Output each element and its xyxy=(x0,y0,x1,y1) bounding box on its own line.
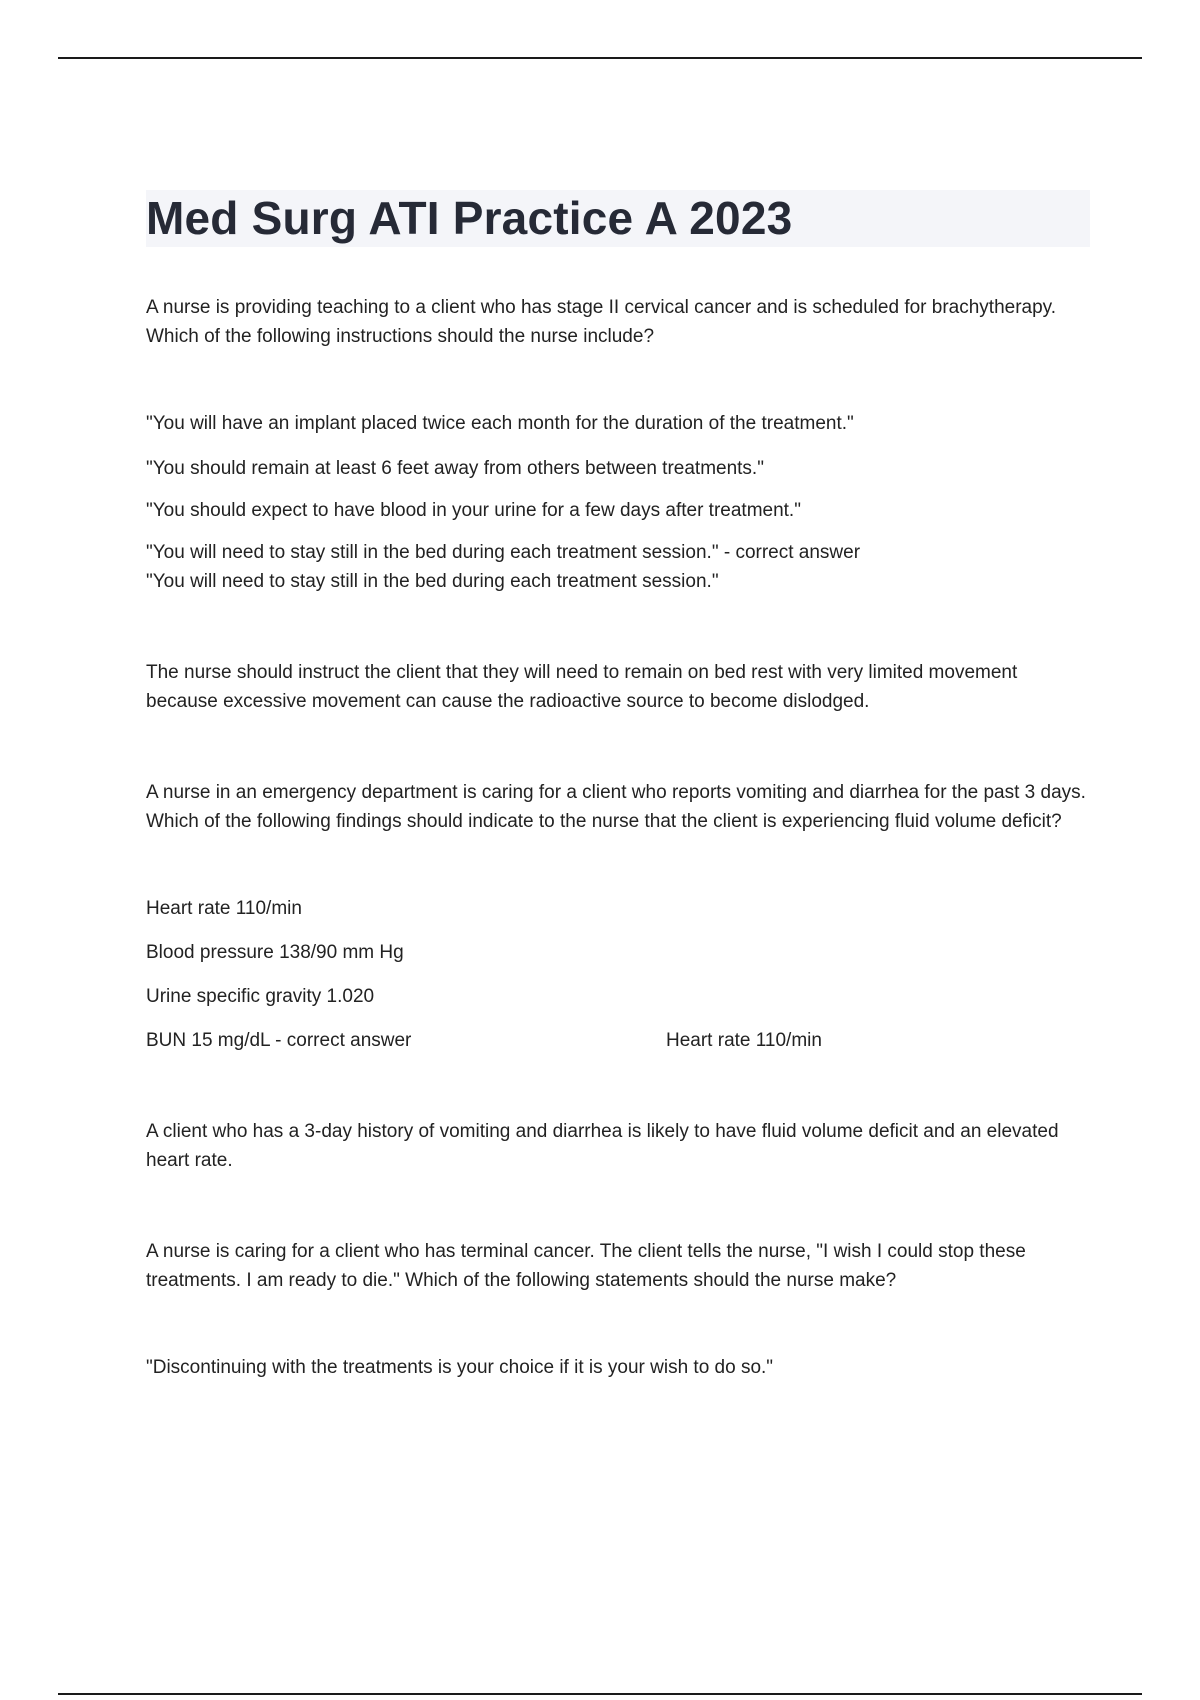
question-1-text: A nurse is providing teaching to a client who has stage II cervical cancer and is scheduled for brachytherapy. Which of the following instructions should the nurse include? xyxy=(146,297,1057,347)
question-2-answer: Heart rate 110/min xyxy=(666,1030,822,1051)
question-2-option-3: Urine specific gravity 1.020 xyxy=(146,986,375,1007)
question-1-rationale: The nurse should instruct the client that they will need to remain on bed rest with very limited movement because excessive movement can cause the radioactive source to become dislodged. xyxy=(146,662,1018,712)
question-1 xyxy=(146,293,1090,716)
question-1-option-3: "You should expect to have blood in your urine for a few days after treatment." xyxy=(146,500,801,521)
document-body xyxy=(146,190,1090,1382)
top-rule xyxy=(58,57,1142,59)
question-2-answer-row xyxy=(146,1026,1090,1055)
document-title: Med Surg ATI Practice A 2023 xyxy=(146,192,793,244)
question-2-option-2: Blood pressure 138/90 mm Hg xyxy=(146,942,404,963)
question-2-rationale: A client who has a 3-day history of vomiting and diarrhea is likely to have fluid volume deficit and an elevated heart rate. xyxy=(146,1121,1059,1171)
bottom-rule xyxy=(58,1693,1142,1695)
question-3-text: A nurse is caring for a client who has terminal cancer. The client tells the nurse, "I wish I could stop these treatments. I am ready to die." Which of the following statements should the nurse make? xyxy=(146,1241,1026,1291)
question-3 xyxy=(146,1237,1090,1382)
question-3-option-1: "Discontinuing with the treatments is your choice if it is your wish to do so." xyxy=(146,1357,774,1378)
question-2-option-1: Heart rate 110/min xyxy=(146,898,302,919)
question-1-option-2: "You should remain at least 6 feet away from others between treatments." xyxy=(146,458,764,479)
question-1-answer: "You will need to stay still in the bed during each treatment session." xyxy=(146,571,719,592)
question-1-option-1: "You will have an implant placed twice each month for the duration of the treatment." xyxy=(146,413,854,434)
question-1-option-4: "You will need to stay still in the bed during each treatment session." - correct answer xyxy=(146,542,861,563)
question-2-option-4: BUN 15 mg/dL - correct answer xyxy=(146,1030,412,1051)
question-2 xyxy=(146,778,1090,1175)
question-2-text: A nurse in an emergency department is caring for a client who reports vomiting and diarrhea for the past 3 days. Which of the following findings should indicate to the nurse that the client is experiencing fluid volume deficit? xyxy=(146,782,1086,832)
title-band xyxy=(146,190,1090,247)
